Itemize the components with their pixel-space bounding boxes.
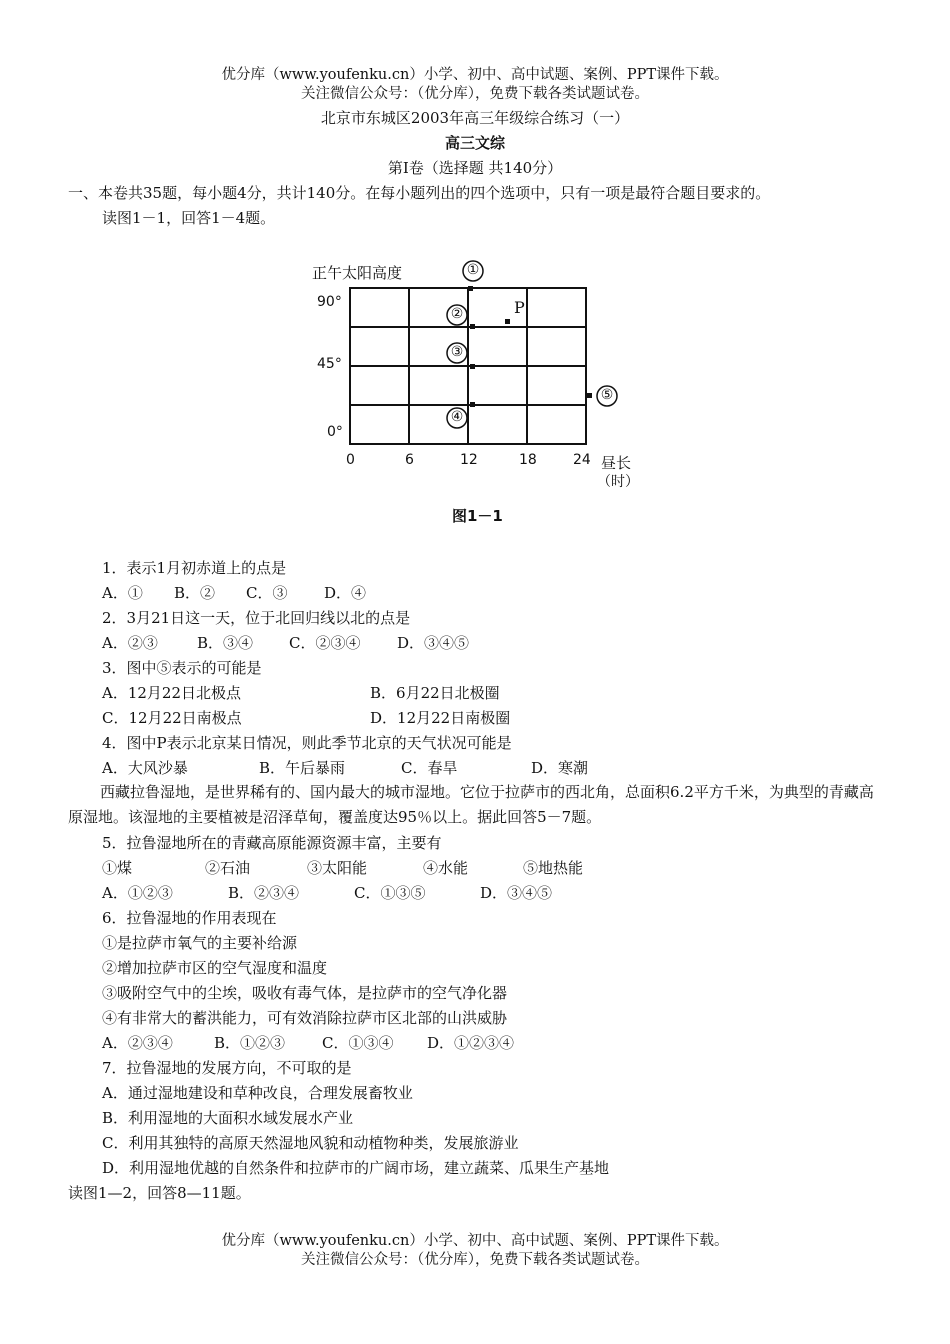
x-axis-title: 昼长: [601, 454, 632, 472]
q2-option-b: B．③④: [197, 634, 254, 652]
marker-4-label: ④: [450, 409, 464, 425]
y-tick-0: 0°: [327, 424, 343, 440]
q5-item-3: ③太阳能: [307, 859, 368, 877]
q5-option-a: A．①②③: [102, 884, 173, 902]
q5-item-1: ①煤: [102, 859, 133, 877]
point-5-dot: [587, 393, 592, 398]
q5-items: [102, 858, 583, 878]
x-tick-6: 6: [405, 452, 414, 468]
point-4-dot: [470, 402, 475, 407]
marker-2-label: ②: [450, 306, 464, 322]
point-3-dot: [470, 364, 475, 369]
point-1-dot: [468, 286, 473, 291]
q7-option-a: A．通过湿地建设和草种改良，合理发展畜牧业: [102, 1084, 413, 1102]
q2-option-d: D．③④⑤: [397, 634, 470, 652]
instructions-read1: 读图1－1，回答1－4题。: [102, 209, 276, 227]
point-2-dot: [470, 324, 475, 329]
x-axis-unit: （时）: [597, 474, 639, 490]
q6-option-a: A．②③④: [102, 1034, 173, 1052]
x-tick-24: 24: [573, 452, 591, 468]
y-tick-90: 90°: [317, 294, 342, 310]
exam-title: 北京市东城区2003年高三年级综合练习（一）: [320, 109, 630, 127]
q5-item-2: ②石油: [205, 859, 251, 877]
q3-option-b: B．6月22日北极圈: [370, 684, 500, 702]
q1-option-b: B．②: [174, 584, 216, 602]
q6-item-3: ③吸附空气中的尘埃，吸收有毒气体，是拉萨市的空气净化器: [102, 984, 508, 1002]
marker-5-label: ⑤: [600, 387, 614, 403]
q4-option-a: A．大风沙暴: [102, 759, 188, 777]
instructions-main: 一、本卷共35题，每小题4分，共计140分。在每小题列出的四个选项中，只有一项是最符合题目要求的。: [68, 184, 771, 202]
q1-option-a: A．①: [102, 584, 143, 602]
q6-option-c: C．①③④: [322, 1034, 394, 1052]
figure-caption: 图1－1: [452, 507, 503, 525]
section-title: 第Ⅰ卷（选择题 共140分）: [387, 159, 563, 177]
q4-stem: 4．图中P表示北京某日情况，则此季节北京的天气状况可能是: [102, 734, 512, 752]
q6-option-d: D．①②③④: [427, 1034, 515, 1052]
q7-option-d: D．利用湿地优越的自然条件和拉萨市的广阔市场，建立蔬菜、瓜果生产基地: [102, 1159, 610, 1177]
x-tick-12: 12: [460, 452, 478, 468]
q1-stem: 1．表示1月初赤道上的点是: [102, 559, 287, 577]
x-tick-18: 18: [519, 452, 537, 468]
q3-option-d: D．12月22日南极圈: [370, 709, 511, 727]
site-header-line1: 优分库（www.youfenku.cn）小学、初中、高中试题、案例、PPT课件下载。: [221, 67, 729, 83]
q1-option-d: D．④: [324, 584, 367, 602]
q5-option-b: B．②③④: [228, 884, 300, 902]
site-header-line2: 关注微信公众号：（优分库），免费下载各类试题试卷。: [301, 86, 649, 102]
point-p-label: P: [514, 298, 525, 317]
q5-option-d: D．③④⑤: [480, 884, 553, 902]
site-footer-line2: 关注微信公众号：（优分库），免费下载各类试题试卷。: [301, 1252, 649, 1268]
y-axis-title: 正午太阳高度: [312, 264, 403, 282]
subject-title: 高三文综: [444, 134, 505, 152]
q5-option-c: C．①③⑤: [354, 884, 426, 902]
passage-lalu-wetland: 西藏拉鲁湿地，是世界稀有的、国内最大的城市湿地。它位于拉萨市的西北角，总面积6.2平方千米，为典型的青藏高原湿地。该湿地的主要植被是沼泽草甸，覆盖度达95％以上。据此回答5－7题。: [68, 783, 874, 826]
q7-stem: 7．拉鲁湿地的发展方向，不可取的是: [102, 1059, 352, 1077]
q4-options: [102, 758, 588, 778]
q6-options: [102, 1033, 514, 1053]
x-tick-0: 0: [346, 452, 355, 468]
q4-option-d: D．寒潮: [531, 759, 589, 777]
q6-stem: 6．拉鲁湿地的作用表现在: [102, 909, 277, 927]
q1-options: [102, 583, 366, 603]
q2-option-c: C．②③④: [289, 634, 361, 652]
q2-option-a: A．②③: [102, 634, 158, 652]
q6-item-1: ①是拉萨市氧气的主要补给源: [102, 934, 298, 952]
q5-item-4: ④水能: [423, 859, 469, 877]
q6-item-2: ②增加拉萨市区的空气湿度和温度: [102, 959, 328, 977]
marker-1-label: ①: [466, 262, 480, 278]
q5-options: [102, 883, 552, 903]
q5-stem: 5．拉鲁湿地所在的青藏高原能源资源丰富，主要有: [102, 834, 442, 852]
q4-option-b: B．午后暴雨: [259, 759, 346, 777]
y-tick-45: 45°: [317, 356, 342, 372]
q2-stem: 2．3月21日这一天，位于北回归线以北的点是: [102, 609, 411, 627]
read-figure-1-2: 读图1—2，回答8—11题。: [68, 1184, 251, 1202]
q6-item-4: ④有非常大的蓄洪能力，可有效消除拉萨市区北部的山洪威胁: [102, 1009, 508, 1027]
figure-1-1: [300, 252, 640, 492]
q2-options: [102, 633, 469, 653]
q3-option-c: C．12月22日南极点: [102, 709, 242, 727]
q6-option-b: B．①②③: [214, 1034, 286, 1052]
q3-stem: 3．图中⑤表示的可能是: [102, 659, 262, 677]
q3-option-a: A．12月22日北极点: [102, 684, 242, 702]
q7-option-b: B．利用湿地的大面积水域发展水产业: [102, 1109, 354, 1127]
point-p-dot: [505, 319, 510, 324]
q4-option-c: C．春旱: [401, 759, 458, 777]
q5-item-5: ⑤地热能: [523, 859, 584, 877]
q1-option-c: C．③: [246, 584, 288, 602]
q7-option-c: C．利用其独特的高原天然湿地风貌和动植物种类，发展旅游业: [102, 1134, 519, 1152]
marker-3-label: ③: [450, 344, 464, 360]
site-footer-line1: 优分库（www.youfenku.cn）小学、初中、高中试题、案例、PPT课件下载。: [221, 1233, 729, 1249]
